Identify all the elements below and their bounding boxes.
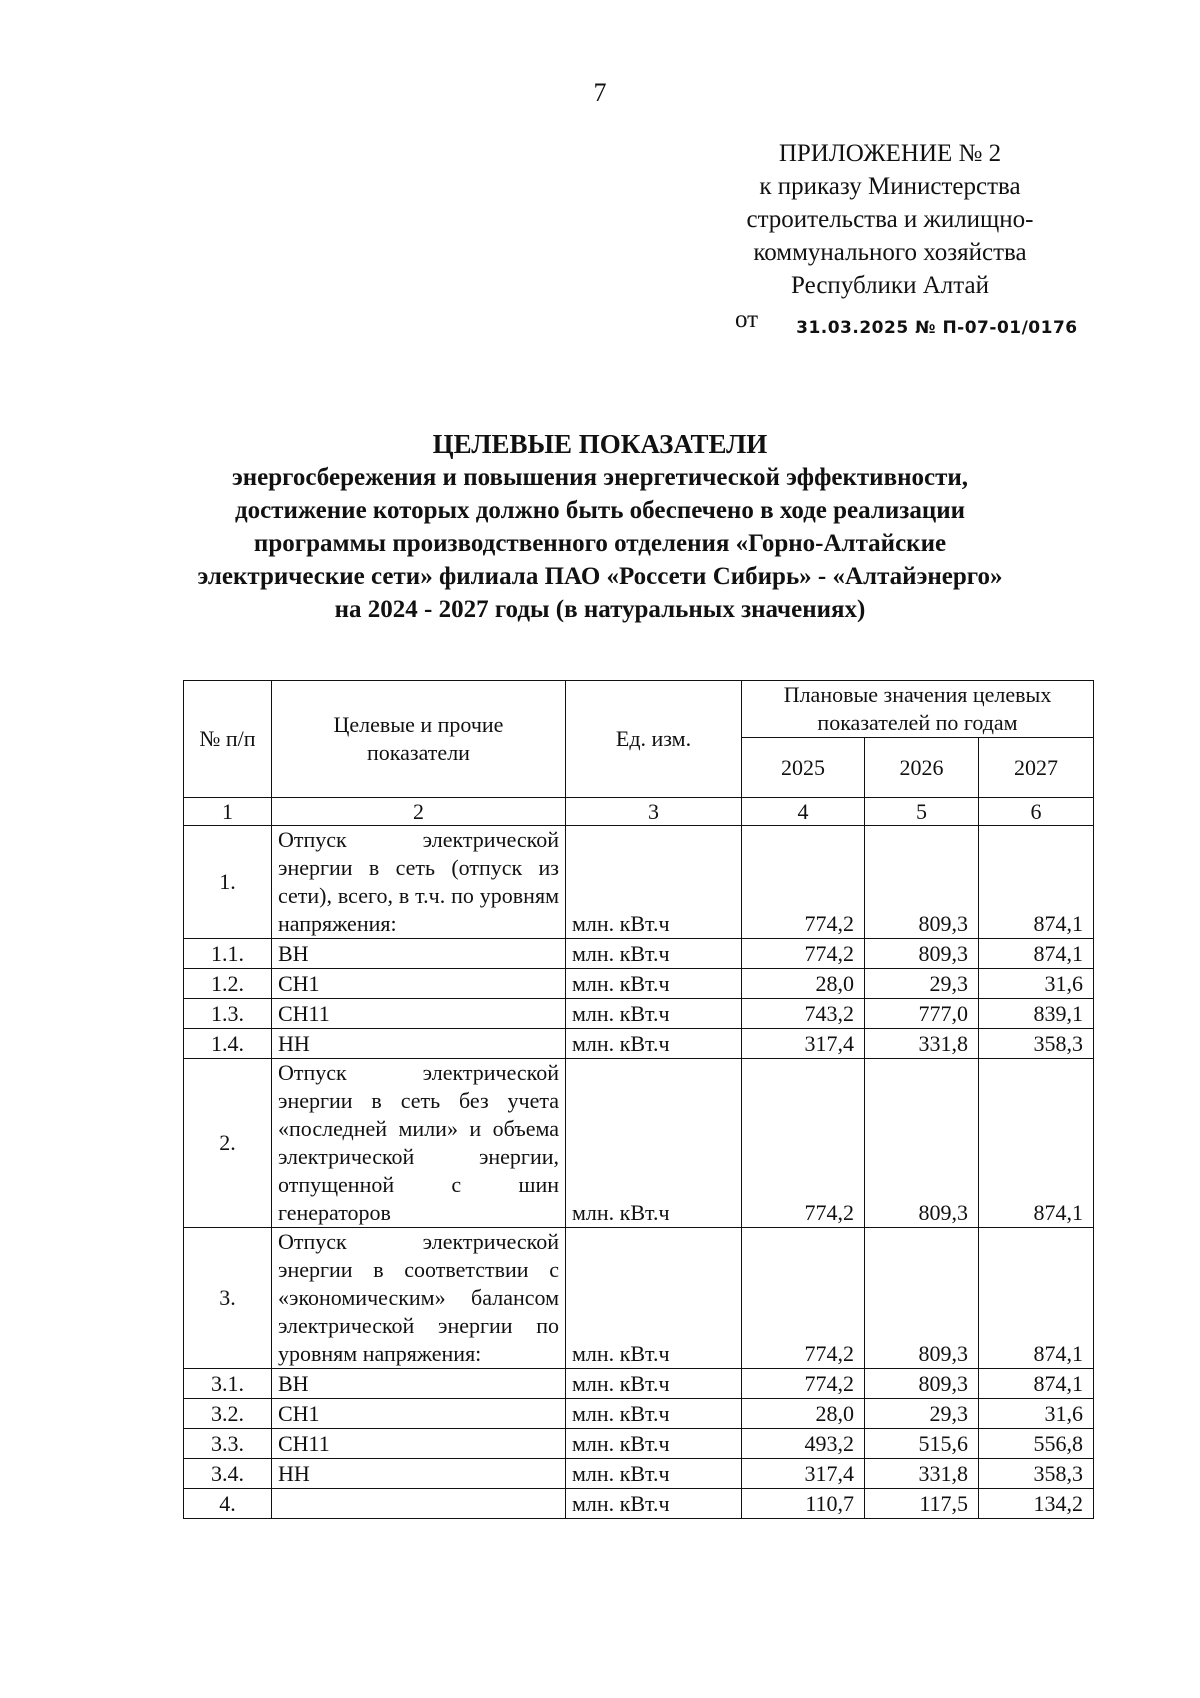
row-unit: млн. кВт.ч xyxy=(566,969,742,999)
row-indicator: СН11 xyxy=(272,999,566,1029)
row-unit: млн. кВт.ч xyxy=(566,1459,742,1489)
row-value-2027: 134,2 xyxy=(979,1489,1094,1519)
title-line: на 2024 - 2027 годы (в натуральных значениях) xyxy=(334,596,866,623)
row-value-2027: 874,1 xyxy=(979,939,1094,969)
row-unit: млн. кВт.ч xyxy=(566,1059,742,1228)
table-row xyxy=(184,1369,1094,1399)
row-num: 1. xyxy=(184,826,272,939)
row-unit: млн. кВт.ч xyxy=(566,1489,742,1519)
row-num: 2. xyxy=(184,1059,272,1228)
title-line: достижение которых должно быть обеспечено в ходе реализации xyxy=(234,497,966,524)
table-row xyxy=(184,939,1094,969)
row-value-2026: 29,3 xyxy=(865,969,979,999)
header-year-2025: 2025 xyxy=(742,738,865,798)
row-value-2026: 331,8 xyxy=(865,1459,979,1489)
header-plan-group: Плановые значения целевых показателей по годам xyxy=(742,681,1094,738)
title-line: программы производственного отделения «Горно-Алтайские xyxy=(253,530,947,557)
row-value-2027: 874,1 xyxy=(979,1059,1094,1228)
indicators-table xyxy=(183,680,1094,1519)
table-row xyxy=(184,1399,1094,1429)
row-indicator xyxy=(272,1489,566,1519)
row-unit: млн. кВт.ч xyxy=(566,1429,742,1459)
row-num: 1.3. xyxy=(184,999,272,1029)
row-num: 3.1. xyxy=(184,1369,272,1399)
row-unit: млн. кВт.ч xyxy=(566,1369,742,1399)
appendix-line: Республики Алтай xyxy=(791,272,989,299)
column-number: 6 xyxy=(979,798,1094,826)
order-date-line xyxy=(735,306,1078,338)
row-unit: млн. кВт.ч xyxy=(566,1029,742,1059)
header-unit: Ед. изм. xyxy=(566,681,742,798)
row-value-2025: 743,2 xyxy=(742,999,865,1029)
row-value-2025: 774,2 xyxy=(742,826,865,939)
column-number: 1 xyxy=(184,798,272,826)
table-row xyxy=(184,999,1094,1029)
row-indicator: НН xyxy=(272,1029,566,1059)
row-value-2026: 809,3 xyxy=(865,826,979,939)
row-value-2025: 774,2 xyxy=(742,939,865,969)
row-value-2027: 874,1 xyxy=(979,1228,1094,1369)
row-value-2027: 556,8 xyxy=(979,1429,1094,1459)
row-indicator: Отпуск электрической энергии в соответствии с «экономическим» балансом электрической энергии по уровням напряжения: xyxy=(272,1228,566,1369)
table-row xyxy=(184,1429,1094,1459)
row-value-2026: 515,6 xyxy=(865,1429,979,1459)
row-unit: млн. кВт.ч xyxy=(566,1228,742,1369)
appendix-block xyxy=(720,137,1060,302)
table-row xyxy=(184,969,1094,999)
row-value-2026: 809,3 xyxy=(865,1369,979,1399)
column-number: 4 xyxy=(742,798,865,826)
page-number: 7 xyxy=(593,78,607,107)
from-label: от xyxy=(735,306,759,333)
row-indicator: Отпуск электрической энергии в сеть без учета «последней мили» и объема электрической энергии, отпущенной с шин генераторов xyxy=(272,1059,566,1228)
row-value-2027: 874,1 xyxy=(979,1369,1094,1399)
appendix-line: к приказу Министерства xyxy=(759,173,1021,200)
row-unit: млн. кВт.ч xyxy=(566,939,742,969)
row-value-2025: 110,7 xyxy=(742,1489,865,1519)
row-value-2025: 317,4 xyxy=(742,1029,865,1059)
table-row xyxy=(184,1228,1094,1369)
row-value-2025: 493,2 xyxy=(742,1429,865,1459)
title-line: энергосбережения и повышения энергетической эффективности, xyxy=(231,464,969,491)
table-row xyxy=(184,1489,1094,1519)
row-value-2026: 809,3 xyxy=(865,939,979,969)
row-value-2027: 31,6 xyxy=(979,1399,1094,1429)
table-row xyxy=(184,826,1094,939)
table-row xyxy=(184,1059,1094,1228)
table-row xyxy=(184,1459,1094,1489)
row-num: 3.2. xyxy=(184,1399,272,1429)
row-value-2025: 774,2 xyxy=(742,1228,865,1369)
row-value-2027: 358,3 xyxy=(979,1459,1094,1489)
row-num: 3.4. xyxy=(184,1459,272,1489)
row-indicator: СН11 xyxy=(272,1429,566,1459)
title-line: электрические сети» филиала ПАО «Россети Сибирь» - «Алтайэнерго» xyxy=(197,563,1003,590)
row-num: 1.1. xyxy=(184,939,272,969)
table-row xyxy=(184,1029,1094,1059)
column-number: 5 xyxy=(865,798,979,826)
row-indicator: НН xyxy=(272,1459,566,1489)
title-main: ЦЕЛЕВЫЕ ПОКАЗАТЕЛИ xyxy=(432,429,768,459)
row-num: 1.4. xyxy=(184,1029,272,1059)
row-indicator: СН1 xyxy=(272,1399,566,1429)
row-value-2027: 839,1 xyxy=(979,999,1094,1029)
row-indicator: ВН xyxy=(272,1369,566,1399)
row-value-2026: 809,3 xyxy=(865,1059,979,1228)
appendix-line: коммунального хозяйства xyxy=(753,239,1027,266)
row-num: 4. xyxy=(184,1489,272,1519)
row-value-2025: 28,0 xyxy=(742,1399,865,1429)
row-unit: млн. кВт.ч xyxy=(566,826,742,939)
row-value-2026: 809,3 xyxy=(865,1228,979,1369)
appendix-line: строительства и жилищно- xyxy=(746,206,1034,233)
document-title xyxy=(0,428,1200,626)
row-num: 3.3. xyxy=(184,1429,272,1459)
row-value-2026: 29,3 xyxy=(865,1399,979,1429)
column-number: 3 xyxy=(566,798,742,826)
row-value-2027: 874,1 xyxy=(979,826,1094,939)
row-value-2025: 28,0 xyxy=(742,969,865,999)
header-indicator: Целевые и прочие показатели xyxy=(272,681,566,798)
row-indicator: Отпуск электрической энергии в сеть (отпуск из сети), всего, в т.ч. по уровням напряжения: xyxy=(272,826,566,939)
row-indicator: ВН xyxy=(272,939,566,969)
row-indicator: СН1 xyxy=(272,969,566,999)
header-year-2027: 2027 xyxy=(979,738,1094,798)
row-unit: млн. кВт.ч xyxy=(566,999,742,1029)
row-unit: млн. кВт.ч xyxy=(566,1399,742,1429)
row-value-2025: 774,2 xyxy=(742,1369,865,1399)
row-num: 3. xyxy=(184,1228,272,1369)
header-year-2026: 2026 xyxy=(865,738,979,798)
row-value-2027: 31,6 xyxy=(979,969,1094,999)
row-value-2026: 331,8 xyxy=(865,1029,979,1059)
column-number: 2 xyxy=(272,798,566,826)
row-value-2025: 774,2 xyxy=(742,1059,865,1228)
appendix-title: ПРИЛОЖЕНИЕ № 2 xyxy=(778,140,1002,167)
row-value-2026: 117,5 xyxy=(865,1489,979,1519)
row-value-2026: 777,0 xyxy=(865,999,979,1029)
header-num: № п/п xyxy=(184,681,272,798)
row-value-2027: 358,3 xyxy=(979,1029,1094,1059)
order-stamp: 31.03.2025 № П-07-01/0176 xyxy=(796,318,1078,338)
row-num: 1.2. xyxy=(184,969,272,999)
row-value-2025: 317,4 xyxy=(742,1459,865,1489)
